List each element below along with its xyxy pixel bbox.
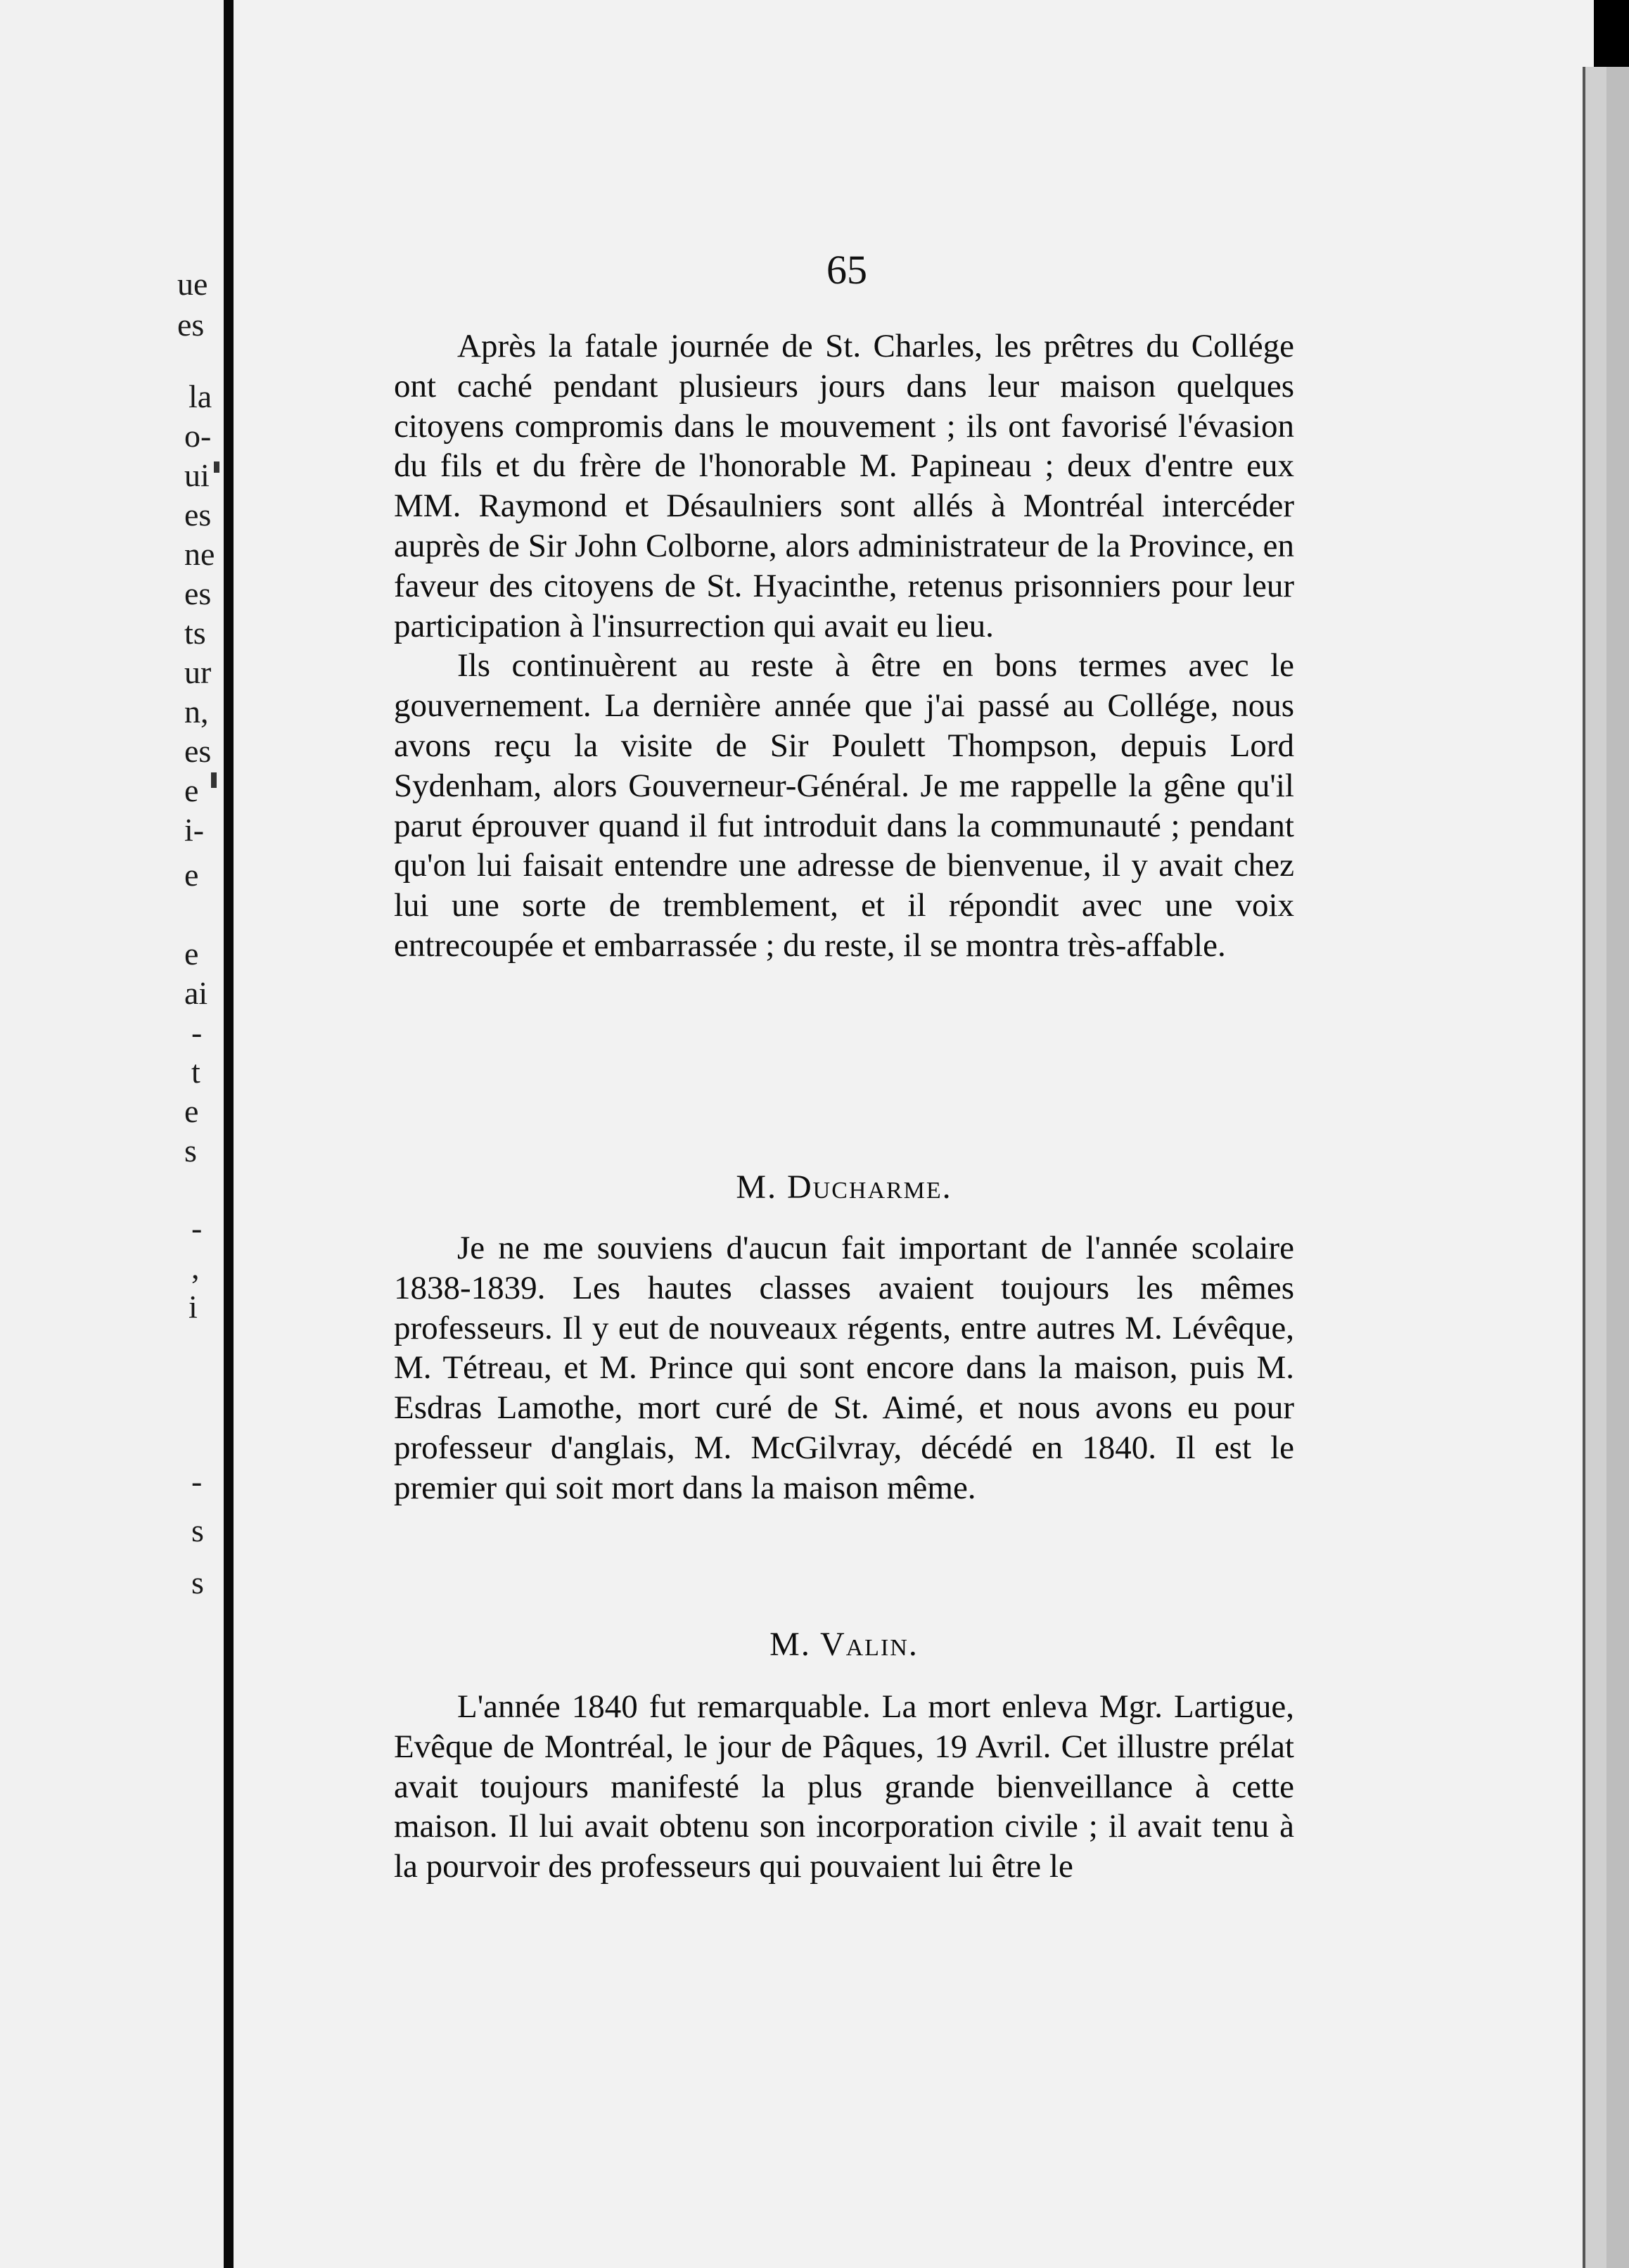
left-page-text: e	[184, 857, 199, 893]
section-heading-valin: M. Valin.	[769, 1626, 919, 1663]
left-page-text: t	[191, 1054, 200, 1090]
left-page-text: s	[191, 1512, 204, 1548]
scan-speck	[214, 461, 219, 473]
page-number: 65	[826, 247, 867, 293]
left-page-text: ne	[184, 536, 215, 572]
left-page-text: e	[184, 936, 199, 971]
paragraph: L'année 1840 fut remarquable. La mort enleva Mgr. Lartigue, Evêque de Montréal, le jour de Pâques, 19 Avril. Cet illustre prélat avait toujours manifesté la plus grande bienveillance à cette maison. Il lui avait obtenu son incorporation civile ; il avait tenu à la pourvoir des professeurs qui pouvaient lui être le	[394, 1688, 1294, 1885]
left-page-text: ur	[184, 654, 212, 690]
left-page-text: ue	[177, 266, 208, 302]
left-page-text: i-	[184, 812, 205, 848]
left-page-text: -	[191, 1463, 203, 1499]
left-page-text: e	[184, 772, 199, 808]
left-page-text: la	[189, 378, 212, 414]
book-gutter	[224, 0, 234, 2268]
left-page-text: ai	[184, 975, 208, 1011]
left-page-text: es	[177, 307, 205, 343]
left-page-text: es	[184, 497, 212, 533]
left-page-text: i	[189, 1289, 198, 1325]
section-valin	[394, 1687, 1294, 1887]
left-page-text: ui	[184, 457, 210, 493]
left-page-text: -	[191, 1014, 203, 1050]
section-opening	[394, 326, 1294, 966]
left-page-text: n,	[184, 694, 209, 730]
left-page-fragment	[0, 0, 224, 2268]
left-page-text: -	[191, 1210, 203, 1246]
left-page-text: s	[191, 1565, 204, 1600]
left-page-text: e	[184, 1093, 199, 1129]
left-page-text: o-	[184, 418, 212, 454]
left-page-text: s	[184, 1133, 197, 1168]
scan-speck	[211, 772, 217, 788]
paragraph: Je ne me souviens d'aucun fait important de l'année scolaire 1838-1839. Les hautes classes avaient toujours les mêmes professeurs. Il y eut de nouveaux régents, entre autres M. Lévêque, M. Tétreau, et M. Prince qui sont encore dans la maison, puis M. Esdras Lamothe, mort curé de St. Aimé, et nous avons eu pour professeur d'anglais, M. McGilvray, décédé en 1840. Il est le premier qui soit mort dans la maison même.	[394, 1230, 1294, 1506]
paragraph: Après la fatale journée de St. Charles, les prêtres du Collége ont caché pendant plusieurs jours dans leur maison quelques citoyens compromis dans le mouvement ; ils ont favorisé l'évasion du fils et du frère de l'honorable M. Papineau ; deux d'entre eux MM. Raymond et Désaulniers sont allés à Montréal intercéder auprès de Sir John Colborne, alors administrateur de la Province, en faveur des citoyens de St. Hyacinthe, retenus prisonniers pour leur participation à l'insurrection qui avait eu lieu.	[394, 328, 1294, 644]
left-page-text: es	[184, 733, 212, 769]
section-ducharme	[394, 1228, 1294, 1508]
left-page-text: es	[184, 575, 212, 611]
paragraph: Ils continuèrent au reste à être en bons termes avec le gouvernement. La dernière année que j'ai passé au Collége, nous avons reçu la visite de Sir Poulett Thompson, depuis Lord Sydenham, alors Gouverneur-Général. Je me rappelle la gêne qu'il parut éprouver quand il fut introduit dans la communauté ; pendant qu'on lui faisait entendre une adresse de bienvenue, il y avait chez lui une sorte de tremblement, et il répondit avec une voix entrecoupée et embarrassée ; du reste, il se montra très-affable.	[394, 647, 1294, 964]
left-page-text: ,	[191, 1249, 200, 1285]
page-edge-shadow	[1606, 67, 1629, 2268]
section-heading-ducharme: M. Ducharme.	[736, 1168, 952, 1206]
page-edge	[1583, 67, 1606, 2268]
left-page-text: ts	[184, 615, 206, 651]
